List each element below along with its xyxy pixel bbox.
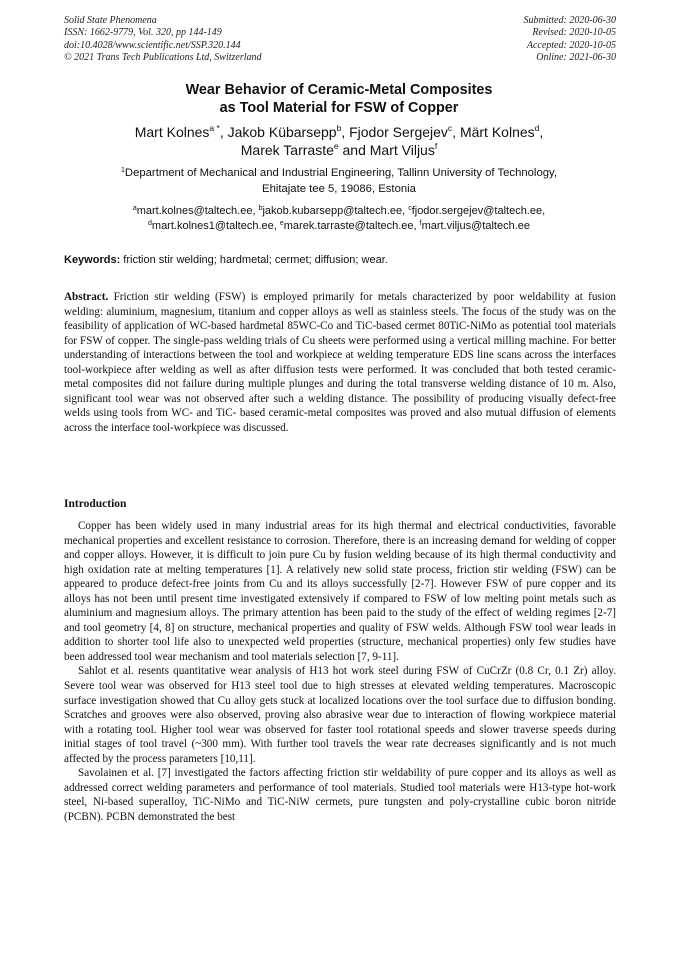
author-sup: e [333,140,339,151]
title-line-2: as Tool Material for FSW of Copper [219,99,459,116]
author-name: Mart Kolnes [134,124,210,140]
email-sup: d [148,220,152,227]
email-link[interactable]: mart.kolnes@taltech.ee, [136,205,259,217]
author-sup: d [534,123,540,133]
abstract-label: Abstract. [64,291,109,303]
author-separator: , [539,124,544,140]
author-sup: c [447,123,453,133]
issn-line: ISSN: 1662-9779, Vol. 320, pp 144-149 [64,27,222,39]
section-heading-introduction: Introduction [64,498,127,510]
email-sup: c [408,205,412,212]
paragraph: Savolainen et al. [7] investigated the factors affecting friction stir weldability of pure copper and its alloys as well as addressed correct welding parameters and performance of tool materials. Studied tool materials were H13-type hot-work steel, Ni-based superalloy, TiC-NiMo and TiC-NiW cermets, pure tungsten and poly-crystalline cubic boron nitride (PCBN). PCBN demonstrated the best [64,767,616,823]
journal-name: Solid State Phenomena [64,15,157,26]
email-line-2 [64,219,614,234]
keywords-text: friction stir welding; hardmetal; cermet; diffusion; wear. [120,254,388,266]
accepted-date: Accepted: 2020-10-05 [526,39,616,51]
affiliation-text: Department of Mechanical and Industrial Engineering, Tallinn University of Technology, [124,167,557,179]
email-link[interactable]: marek.tarraste@taltech.ee, [283,220,420,232]
paragraph: Sahlot et al. resents quantitative wear analysis of H13 hot work steel during FSW of CuCrZr (0.8 Cr, 0.1 Zr) alloy. Severe tool wear was observed for H13 steel tool due to high stresses at elevated welding temperatures. Macroscopic surface investigation showed that Cu alloy gets stuck at localized locations over the tool surface due to diffusion bonding. Scratches and grooves were also observed, proving also abrasive wear due to interaction of flowing workpiece material with a rotating tool. Higher tool wear was observed for faster tool rotational speeds and slower traverse speeds during initial stages of tool travel (~300 mm). With further tool travels the wear rate decreases significantly and is not much affected by the process parameters [10,11]. [64,665,616,765]
journal-header-left [64,15,262,64]
abstract [64,290,616,435]
email-link[interactable]: mart.viljus@taltech.ee [421,220,530,232]
author-line-1 [64,124,614,142]
email-sup: b [258,205,263,212]
author-sup: f [434,140,438,151]
author-name: , Märt Kolnes [452,124,535,140]
email-link[interactable]: fjodor.sergejev@taltech.ee, [411,205,546,217]
submitted-date: Submitted: 2020-06-30 [523,15,616,26]
journal-header-right [524,15,617,64]
affiliation-line-2: Ehitajate tee 5, 19086, Estonia [262,182,416,195]
affiliation-line-1 [64,166,614,182]
online-date: Online: 2021-06-30 [536,51,616,63]
keywords-label: Keywords: [64,254,121,266]
email-sup: a [132,205,137,212]
author-name: and Mart Viljus [338,141,435,158]
author-name: Marek Tarraste [240,141,334,158]
email-link[interactable]: mart.kolnes1@taltech.ee, [151,220,280,232]
email-link[interactable]: jakob.kubarsepp@taltech.ee, [262,205,409,217]
copyright-line: © 2021 Trans Tech Publications Ltd, Switzerland [64,51,262,63]
author-name: , Fjodor Sergejev [341,124,448,140]
revised-date: Revised: 2020-10-05 [532,27,616,39]
affiliation-sup: 1 [121,167,125,174]
author-name: , Jakob Kübarsepp [219,124,337,140]
paragraph: Copper has been widely used in many industrial areas for its high thermal and electrical conductivities, favorable mechanical properties and excellent resistance to corrosion. Therefore, there is an increasing demand for welding of copper and copper alloys. However, it is difficult to join pure Cu by fusion welding because of its high thermal conductivity and high oxidation rate at melting temperatures [1]. A relatively new solid state process, friction stir welding (FSW) can be appeared to produce defect-free joints from Cu and its alloys successfully [2-7]. However FSW of pure copper and its alloys has not been until present time investigated extensively if compared to FSW of low melting point metals such as aluminium and magnesium alloys. The primary attention has been paid to the study of the effect of welding regimes [2-7] and tool geometry [4, 8] on structure, mechanical properties and quality of FSW welds. Although FSW tool wear leads in addition to shorter tool life also to unexpected weld properties (structure, mechanical properties) only few studies have been addressed tool wear mechanism and tool materials selection [7, 9-11]. [64,520,616,663]
author-line-2 [64,142,614,160]
title-line-1: Wear Behavior of Ceramic-Metal Composites [185,82,493,98]
author-sup: a * [209,123,220,133]
doi-line: doi:10.4028/www.scientific.net/SSP.320.144 [64,39,241,51]
paper-title [64,82,614,117]
email-sup: e [279,220,284,227]
author-list [64,124,614,159]
email-line-1 [64,204,614,219]
introduction-body [64,519,616,824]
affiliation [64,166,614,197]
keywords [64,253,616,267]
email-list [64,204,614,234]
email-sup: f [419,220,422,227]
author-sup: b [336,123,342,133]
abstract-text: Friction stir welding (FSW) is employed primarily for metals characterized by poor weldability at fusion welding: aluminium, magnesium, titanium and copper alloys as well as stainless steels. The focus of the study was on the feasibility of application of WC-based hardmetal 85WC-Co and TiC-based cermet 80TiC-NiMo as potential tool materials for FSW of copper. The single-pass welding trials of Cu sheets were performed using a vertical milling machine. For better understanding of interactions between the tool and workpiece at welding temperature EDS line scans across the interfaces tool-workpiece after welding as well as after diffusion tests were performed. It was concluded that both tested ceramic-metal composites did not failure during multiple plunges and during the total transverse welding distance of 10 m. Also, significant tool wear was not observed after such a welding distance. The possibility of producing visually defect-free welds using tools from WC- and TiC- based ceramic-metal composites was proved and also mutual diffusion of elements across the interface tool-workpiece was discussed. [64,291,616,434]
